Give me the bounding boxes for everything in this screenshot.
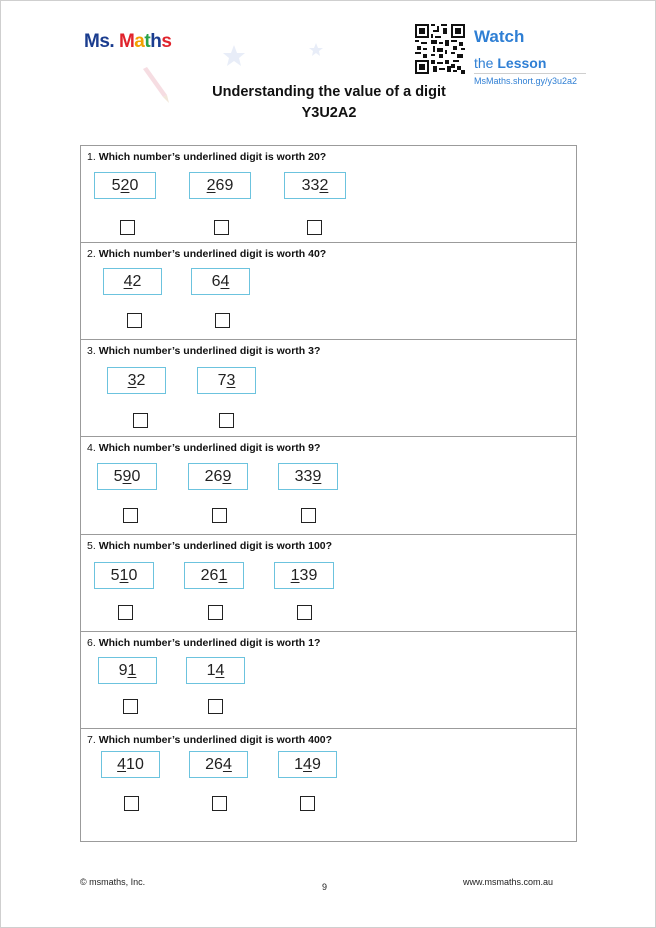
digit-text: 10 bbox=[126, 756, 144, 773]
underlined-digit: 3 bbox=[226, 372, 236, 389]
underlined-digit: 4 bbox=[215, 662, 225, 679]
underlined-digit: 4 bbox=[117, 756, 127, 773]
question-4 bbox=[81, 437, 576, 535]
answer-checkbox[interactable] bbox=[118, 605, 133, 620]
number-option bbox=[188, 463, 248, 490]
question-1 bbox=[81, 146, 576, 243]
digit-text: 7 bbox=[217, 372, 227, 389]
question-prompt: Which number’s underlined digit is worth 3? bbox=[98, 345, 321, 357]
digit-text: 9 bbox=[118, 662, 128, 679]
digit-text: 5 bbox=[111, 177, 121, 194]
number-option bbox=[186, 657, 245, 684]
question-2 bbox=[81, 243, 576, 340]
digit-text: 0 bbox=[131, 468, 141, 485]
question-prompt: Which number’s underlined digit is worth 9? bbox=[98, 442, 321, 454]
question-number: 3. bbox=[87, 345, 96, 357]
number-option bbox=[191, 268, 250, 295]
question-text bbox=[87, 248, 326, 260]
question-number: 6. bbox=[87, 637, 96, 649]
number-option bbox=[98, 657, 157, 684]
logo-part: M bbox=[118, 31, 135, 52]
underlined-digit: 9 bbox=[312, 468, 322, 485]
question-prompt: Which number’s underlined digit is worth 20? bbox=[98, 151, 327, 163]
answer-checkbox[interactable] bbox=[219, 413, 234, 428]
underlined-digit: 9 bbox=[222, 468, 232, 485]
digit-text: 33 bbox=[301, 177, 320, 194]
number-option bbox=[189, 751, 248, 778]
underlined-digit: 3 bbox=[127, 372, 137, 389]
digit-text: 6 bbox=[211, 273, 221, 290]
underlined-digit: 2 bbox=[120, 177, 130, 194]
answer-checkbox[interactable] bbox=[297, 605, 312, 620]
question-prompt: Which number’s underlined digit is worth 1? bbox=[98, 637, 321, 649]
number-option bbox=[103, 268, 162, 295]
underlined-digit: 1 bbox=[119, 567, 129, 584]
footer-website: www.msmaths.com.au bbox=[463, 877, 554, 887]
number-option bbox=[284, 172, 346, 199]
number-option bbox=[197, 367, 256, 394]
digit-text: 0 bbox=[128, 567, 138, 584]
question-5 bbox=[81, 535, 576, 632]
answer-checkbox[interactable] bbox=[212, 796, 227, 811]
number-option bbox=[278, 751, 337, 778]
answer-checkbox[interactable] bbox=[215, 313, 230, 328]
question-text bbox=[87, 637, 320, 649]
digit-text: 5 bbox=[113, 468, 123, 485]
answer-checkbox[interactable] bbox=[208, 699, 223, 714]
answer-checkbox[interactable] bbox=[214, 220, 229, 235]
question-sheet bbox=[80, 145, 577, 842]
digit-text: 26 bbox=[205, 756, 223, 773]
lesson-word: Lesson bbox=[497, 55, 547, 71]
logo-part: h bbox=[150, 31, 162, 52]
number-option bbox=[94, 172, 156, 199]
footer-page-number: 9 bbox=[322, 882, 328, 892]
logo-part: Ms. bbox=[84, 31, 115, 52]
question-number: 5. bbox=[87, 540, 96, 552]
number-option bbox=[184, 562, 244, 589]
number-option bbox=[94, 562, 154, 589]
underlined-digit: 2 bbox=[206, 177, 216, 194]
lesson-label bbox=[474, 55, 546, 71]
title-text: Understanding the value of a digit bbox=[212, 84, 446, 100]
digit-text: 2 bbox=[132, 273, 142, 290]
number-option bbox=[97, 463, 157, 490]
underlined-digit: 1 bbox=[290, 567, 300, 584]
question-7 bbox=[81, 729, 576, 843]
question-text bbox=[87, 734, 332, 746]
underlined-digit: 9 bbox=[122, 468, 132, 485]
answer-checkbox[interactable] bbox=[123, 699, 138, 714]
answer-checkbox[interactable] bbox=[307, 220, 322, 235]
underlined-digit: 4 bbox=[123, 273, 133, 290]
question-text bbox=[87, 151, 326, 163]
title-code: Y3U2A2 bbox=[301, 105, 357, 121]
digit-text: 9 bbox=[311, 756, 321, 773]
number-option bbox=[101, 751, 160, 778]
question-prompt: Which number’s underlined digit is worth 40? bbox=[98, 248, 327, 260]
digit-text: 33 bbox=[294, 468, 313, 485]
logo-part: a bbox=[134, 31, 145, 52]
answer-checkbox[interactable] bbox=[127, 313, 142, 328]
answer-checkbox[interactable] bbox=[120, 220, 135, 235]
underlined-digit: 1 bbox=[127, 662, 137, 679]
digit-text: 69 bbox=[215, 177, 234, 194]
number-option bbox=[107, 367, 166, 394]
question-number: 7. bbox=[87, 734, 96, 746]
logo-part: s bbox=[161, 31, 172, 52]
underlined-digit: 4 bbox=[303, 756, 312, 773]
digit-text: 1 bbox=[206, 662, 216, 679]
qr-code-icon bbox=[415, 24, 465, 74]
underlined-digit: 1 bbox=[218, 567, 228, 584]
answer-checkbox[interactable] bbox=[123, 508, 138, 523]
underlined-digit: 2 bbox=[319, 177, 329, 194]
question-number: 2. bbox=[87, 248, 96, 260]
number-option bbox=[274, 562, 334, 589]
question-number: 1. bbox=[87, 151, 96, 163]
question-6 bbox=[81, 632, 576, 729]
digit-text: 26 bbox=[200, 567, 219, 584]
digit-text: 2 bbox=[136, 372, 146, 389]
answer-checkbox[interactable] bbox=[301, 508, 316, 523]
digit-text: 26 bbox=[204, 468, 223, 485]
digit-text: 1 bbox=[294, 756, 304, 773]
question-text bbox=[87, 345, 320, 357]
page-title bbox=[201, 82, 457, 124]
answer-checkbox[interactable] bbox=[300, 796, 315, 811]
logo-part: t bbox=[144, 31, 151, 52]
digit-text: 39 bbox=[299, 567, 318, 584]
lesson-prefix: the bbox=[474, 55, 494, 71]
answer-checkbox[interactable] bbox=[208, 605, 223, 620]
footer-copyright: © msmaths, Inc. bbox=[80, 877, 146, 887]
question-prompt: Which number’s underlined digit is worth 400? bbox=[98, 734, 333, 746]
number-option bbox=[189, 172, 251, 199]
answer-checkbox[interactable] bbox=[124, 796, 139, 811]
question-number: 4. bbox=[87, 442, 96, 454]
lesson-link[interactable]: MsMaths.short.gy/y3u2a2 bbox=[474, 73, 586, 86]
underlined-digit: 4 bbox=[220, 273, 230, 290]
answer-checkbox[interactable] bbox=[212, 508, 227, 523]
number-option bbox=[278, 463, 338, 490]
question-prompt: Which number’s underlined digit is worth 100? bbox=[98, 540, 333, 552]
question-text bbox=[87, 540, 332, 552]
digit-text: 5 bbox=[110, 567, 120, 584]
answer-checkbox[interactable] bbox=[133, 413, 148, 428]
watch-label: Watch bbox=[474, 27, 525, 46]
question-3 bbox=[81, 340, 576, 437]
question-text bbox=[87, 442, 320, 454]
digit-text: 0 bbox=[129, 177, 139, 194]
underlined-digit: 4 bbox=[222, 756, 232, 773]
